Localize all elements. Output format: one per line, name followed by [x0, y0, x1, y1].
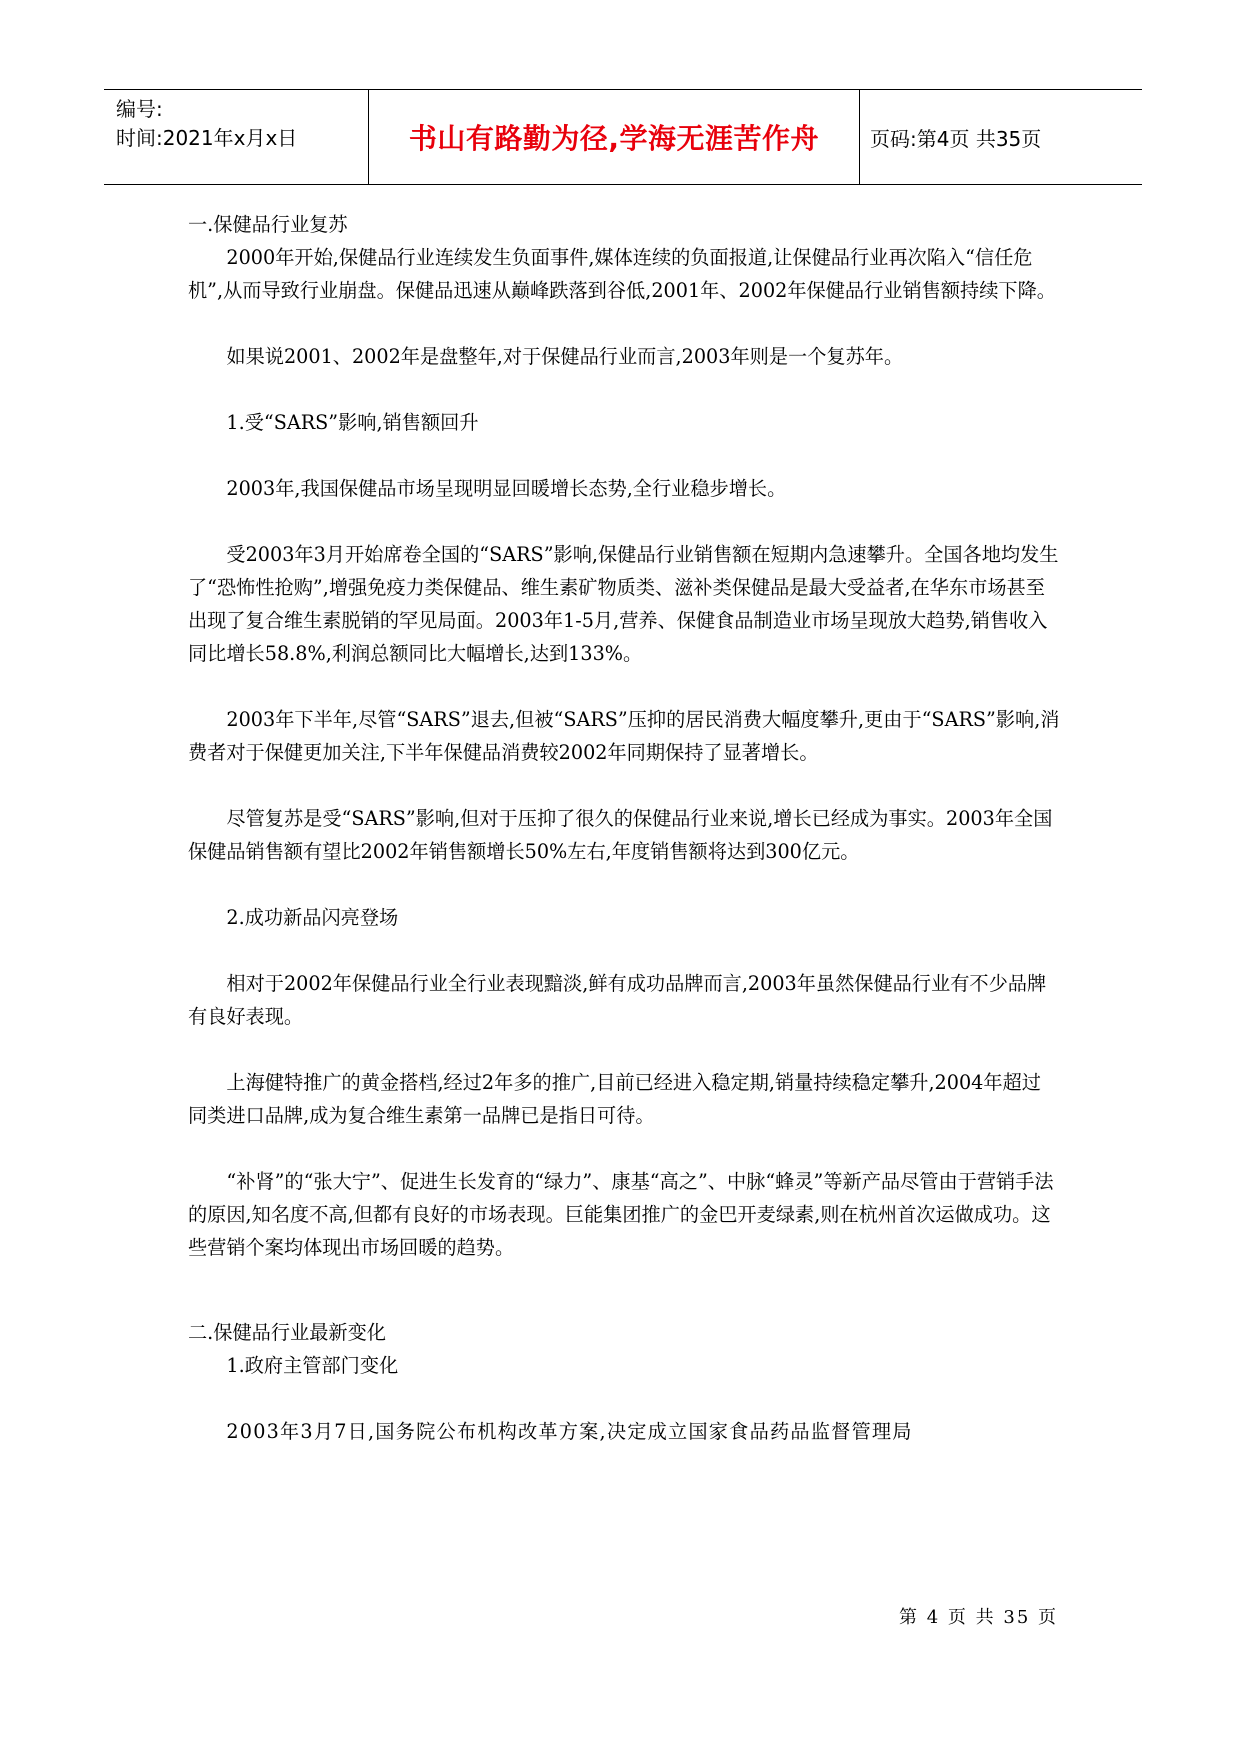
paragraph: 相对于2002年保健品行业全行业表现黯淡,鲜有成功品牌而言,2003年虽然保健品行业有不少品牌有良好表现。 — [188, 972, 1047, 1028]
paragraph: 2000年开始,保健品行业连续发生负面事件,媒体连续的负面报道,让保健品行业再次陷入“信任危机”,从而导致行业崩盘。保健品迅速从巅峰跌落到谷低,2001年、2002年保健品行业销售额持续下降。 — [188, 246, 1056, 302]
number-label: 编号: — [116, 97, 163, 121]
paragraph: 2003年3月7日,国务院公布机构改革方案,决定成立国家食品药品监督管理局 — [226, 1420, 913, 1443]
page-footer: 第 4 页 共 35 页 — [899, 1607, 1058, 1628]
paragraph: 尽管复苏是受“SARS”影响,但对于压抑了很久的保健品行业来说,增长已经成为事实。2003年全国保健品销售额有望比2002年销售额增长50%左右,年度销售额将达到300亿元。 — [188, 807, 1053, 863]
section-heading: 一.保健品行业复苏 — [188, 213, 348, 236]
paragraph: 2003年下半年,尽管“SARS”退去,但被“SARS”压抑的居民消费大幅度攀升,更由于“SARS”影响,消费者对于保健更加关注,下半年保健品消费较2002年同期保持了显著增长。 — [188, 708, 1060, 764]
subsection-heading: 2.成功新品闪亮登场 — [226, 906, 399, 929]
header-motto: 书山有路勤为径,学海无涯苦作舟 — [408, 122, 820, 155]
paragraph: 受2003年3月开始席卷全国的“SARS”影响,保健品行业销售额在短期内急速攀升。全国各地均发生了“恐怖性抢购”,增强免疫力类保健品、维生素矿物质类、滋补类保健品是最大受益者,在华东市场甚至出现了复合维生素脱销的罕见局面。2003年1-5月,营养、保健食品制造业市场呈现放大趋势,销售收入同比增长58.8%,利润总额同比大幅增长,达到133%。 — [188, 543, 1059, 665]
header-meta — [116, 95, 364, 153]
header-table — [104, 89, 1142, 185]
subsection-heading: 1.受“SARS”影响,销售额回升 — [226, 411, 479, 434]
header-divider — [368, 90, 369, 184]
paragraph: 如果说2001、2002年是盘整年,对于保健品行业而言,2003年则是一个复苏年。 — [226, 345, 904, 368]
paragraph: 上海健特推广的黄金搭档,经过2年多的推广,目前已经进入稳定期,销量持续稳定攀升,2004年超过同类进口品牌,成为复合维生素第一品牌已是指日可待。 — [188, 1071, 1041, 1127]
header-divider — [859, 90, 860, 184]
header-page-code: 页码:第4页 共35页 — [870, 126, 1042, 151]
paragraph: 2003年,我国保健品市场呈现明显回暖增长态势,全行业稳步增长。 — [226, 477, 787, 500]
subsection-heading: 1.政府主管部门变化 — [226, 1354, 399, 1377]
paragraph: “补肾”的“张大宁”、促进生长发育的“绿力”、康基“高之”、中脉“蜂灵”等新产品尽管由于营销手法的原因,知名度不高,但都有良好的市场表现。巨能集团推广的金巴开麦绿素,则在杭州首次运做成功。这些营销个案均体现出市场回暖的趋势。 — [188, 1170, 1054, 1259]
section-heading: 二.保健品行业最新变化 — [188, 1321, 386, 1344]
document-body — [188, 208, 1060, 1448]
time-label: 时间:2021年x月x日 — [116, 126, 298, 150]
